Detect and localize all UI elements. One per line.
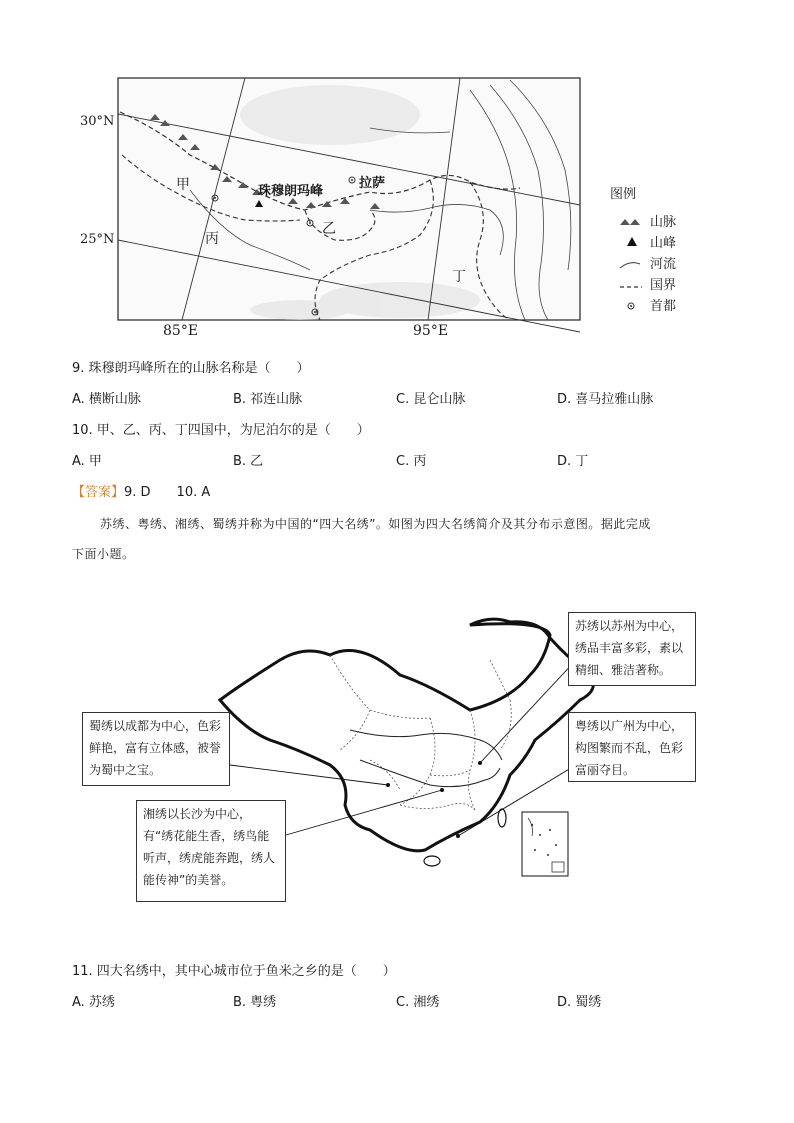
legend-list bbox=[650, 212, 676, 317]
intro-line-1: 苏绣、粤绣、湘绣、蜀绣并称为中国的“四大名绣”。如图为四大名绣简介及其分布示意图。据此完成 bbox=[100, 517, 651, 531]
country-label-jia: 甲 bbox=[176, 177, 190, 193]
hainan-island bbox=[424, 856, 440, 866]
lat-30-label: 30°N bbox=[80, 114, 115, 129]
question-10: 10. 甲、乙、丙、丁四国中，为尼泊尔的是（ ） bbox=[72, 423, 370, 438]
lon-85-label: 85°E bbox=[163, 323, 199, 339]
answer-line bbox=[72, 484, 210, 502]
shuxiu-callout: 蜀绣以成都为中心，色彩鲜艳，富有立体感，被誉为蜀中之宝。 bbox=[82, 712, 230, 786]
country-label-yi: 乙 bbox=[322, 221, 336, 237]
answer-tag: 【答案】 bbox=[72, 485, 125, 500]
lhasa-label: 拉萨 bbox=[359, 176, 386, 191]
q10-option-b[interactable]: B. 乙 bbox=[233, 454, 264, 469]
q9-option-b[interactable]: B. 祁连山脉 bbox=[233, 392, 303, 407]
country-label-bing: 丙 bbox=[205, 231, 219, 247]
himalaya-map-drawing bbox=[70, 70, 690, 345]
q11-option-c[interactable]: C. 湘绣 bbox=[396, 995, 440, 1010]
xiangxiu-callout: 湘绣以长沙为中心，有“绣花能生香，绣鸟能听声，绣虎能奔跑，绣人能传神”的美誉。 bbox=[136, 800, 286, 902]
legend-item-peak: 山峰 bbox=[650, 236, 677, 251]
q10-option-c[interactable]: C. 丙 bbox=[396, 454, 427, 469]
answer-text: 9. D 10. A bbox=[124, 485, 211, 500]
country-label-ding: 丁 bbox=[452, 269, 466, 285]
lon-95-label: 95°E bbox=[413, 323, 449, 339]
question-9: 9. 珠穆朗玛峰所在的山脉名称是（ ） bbox=[72, 361, 310, 376]
china-embroidery-map bbox=[70, 600, 730, 910]
q11-option-d[interactable]: D. 蜀绣 bbox=[557, 995, 602, 1010]
yuexiu-callout: 粤绣以广州为中心，构图繁而不乱，色彩富丽夺目。 bbox=[568, 712, 696, 782]
question-11: 11. 四大名绣中，其中心城市位于鱼米之乡的是（ ） bbox=[72, 964, 396, 979]
legend-symbols bbox=[620, 219, 642, 309]
q9-option-a[interactable]: A. 横断山脉 bbox=[72, 392, 141, 407]
suxiu-callout: 苏绣以苏州为中心，绣品丰富多彩，素以精细、雅洁著称。 bbox=[568, 612, 696, 686]
himalaya-map bbox=[70, 70, 690, 345]
q10-option-d[interactable]: D. 丁 bbox=[557, 454, 589, 469]
legend-item-mountain: 山脉 bbox=[650, 215, 677, 230]
legend-item-river: 河流 bbox=[650, 257, 677, 272]
legend-item-border: 国界 bbox=[650, 278, 677, 293]
q10-option-a[interactable]: A. 甲 bbox=[72, 454, 102, 469]
q11-option-a[interactable]: A. 苏绣 bbox=[72, 995, 115, 1010]
south-china-sea-inset bbox=[522, 812, 568, 876]
legend-item-capital: 首都 bbox=[650, 299, 677, 314]
everest-label: 珠穆朗玛峰 bbox=[258, 184, 324, 199]
intro-line-2: 下面小题。 bbox=[72, 547, 135, 561]
q9-option-d[interactable]: D. 喜马拉雅山脉 bbox=[557, 392, 654, 407]
q9-option-c[interactable]: C. 昆仑山脉 bbox=[396, 392, 466, 407]
legend-title: 图例 bbox=[610, 187, 637, 202]
lat-25-label: 25°N bbox=[80, 232, 115, 247]
q11-option-b[interactable]: B. 粤绣 bbox=[233, 995, 277, 1010]
